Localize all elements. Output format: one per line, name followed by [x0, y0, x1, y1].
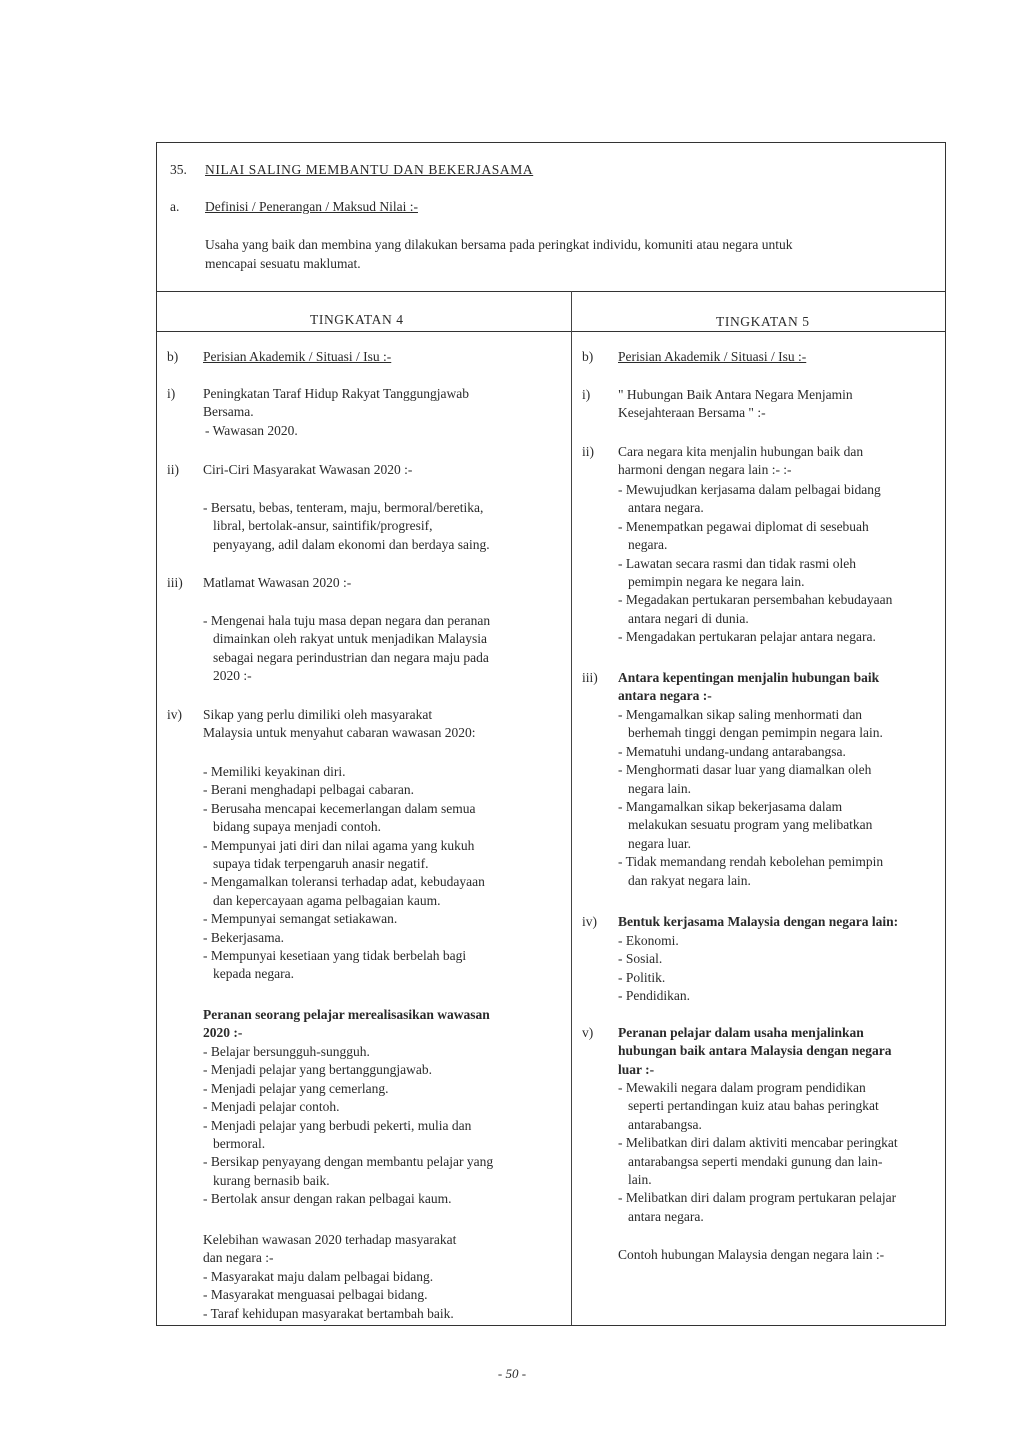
item-title: hubungan baik antara Malaysia dengan negara [618, 1043, 892, 1059]
item-title: antara negara :- [618, 688, 712, 704]
item-text: sebagai negara perindustrian dan negara maju pada [213, 649, 489, 665]
item-text: - Mengadakan pertukaran pelajar antara negara. [618, 629, 876, 645]
item-text: - Mengamalkan sikap saling menhormati dan [618, 707, 863, 722]
item-text: - Mempunyai jati diri dan nilai agama yang kukuh [203, 837, 475, 853]
item-label: iii) [167, 575, 183, 590]
item-title: Kelebihan wawasan 2020 terhadap masyarakat [203, 1232, 457, 1247]
definition-label: a. [170, 199, 180, 214]
item-text: supaya tidak terpengaruh anasir negatif. [213, 856, 429, 871]
right-column-heading: TINGKATAN 5 [716, 314, 810, 329]
item-title: Bentuk kerjasama Malaysia dengan negara lain: [618, 914, 899, 929]
item-text: - Mematuhi undang-undang antarabangsa. [618, 743, 846, 759]
item-text: kurang bernasib baik. [213, 1172, 330, 1188]
item-label: iii) [582, 670, 598, 685]
item-label: v) [582, 1025, 594, 1040]
item-text: - Menjadi pelajar yang cemerlang. [203, 1080, 389, 1096]
item-text: - Belajar bersungguh-sungguh. [203, 1044, 370, 1059]
item-text: negara luar. [628, 835, 691, 851]
item-text: dan kepercayaan agama pelbagaian kaum. [213, 892, 441, 908]
item-text: dimainkan oleh rakyat untuk menjadikan Malaysia [213, 631, 488, 647]
section-number: 35. [170, 162, 187, 177]
item-label: iv) [167, 707, 182, 722]
item-title: Matlamat Wawasan 2020 :- [203, 575, 352, 590]
item-label: i) [167, 386, 176, 401]
item-text: - Menghormati dasar luar yang diamalkan oleh [618, 762, 872, 778]
item-text: - Mewakili negara dalam program pendidikan [618, 1080, 866, 1095]
item-text: antara negara. [628, 1208, 704, 1224]
item-text: kepada negara. [213, 966, 294, 982]
item-text: berhemah tinggi dengan pemimpin negara lain. [628, 725, 883, 741]
item-text: - Taraf kehidupan masyarakat bertambah baik. [203, 1305, 454, 1321]
item-text: - Menjadi pelajar yang bertanggungjawab. [203, 1062, 433, 1078]
item-title: Ciri-Ciri Masyarakat Wawasan 2020 :- [203, 462, 413, 477]
item-text: - Lawatan secara rasmi dan tidak rasmi oleh [618, 555, 857, 571]
item-text: bidang supaya menjadi contoh. [213, 819, 381, 835]
item-text: Contoh hubungan Malaysia dengan negara lain :- [618, 1247, 885, 1262]
item-text: - Megadakan pertukaran persembahan kebudayaan [618, 592, 893, 608]
item-text: 2020 :- [213, 668, 252, 684]
subsection-title: Perisian Akademik / Situasi / Isu :- [203, 349, 392, 364]
item-title: Sikap yang perlu dimiliki oleh masyarakat [203, 707, 433, 722]
item-text: dan rakyat negara lain. [628, 872, 751, 888]
item-text: - Bersatu, bebas, tenteram, maju, bermoral/beretika, [203, 500, 484, 515]
page-number: - 50 - [497, 1366, 527, 1381]
item-text: - Mengamalkan toleransi terhadap adat, kebudayaan [203, 874, 485, 890]
left-column-heading: TINGKATAN 4 [310, 312, 404, 327]
subsection-title: Perisian Akademik / Situasi / Isu :- [618, 349, 807, 364]
item-title: Peranan pelajar dalam usaha menjalinkan [618, 1025, 864, 1040]
item-text: libral, bertolak-ansur, saintifik/progresif, [213, 518, 433, 534]
item-text: bermoral. [213, 1136, 266, 1151]
item-text: - Mewujudkan kerjasama dalam pelbagai bidang [618, 482, 881, 497]
definition-text: Usaha yang baik dan membina yang dilakukan bersama pada peringkat individu, komuniti atau negara untuk [205, 237, 793, 252]
item-title: Antara kepentingan menjalin hubungan baik [618, 670, 880, 685]
item-text: - Memiliki keyakinan diri. [203, 764, 346, 779]
item-text: - Melibatkan diri dalam aktiviti mencabar peringkat [618, 1135, 898, 1151]
item-text: - Menjadi pelajar yang berbudi pekerti, mulia dan [203, 1117, 472, 1133]
definition-text: mencapai sesuatu maklumat. [205, 256, 361, 271]
item-title: dan negara :- [203, 1250, 274, 1266]
item-text: seperti pertandingan kuiz atau bahas peringkat [628, 1098, 879, 1114]
item-text: antara negari di dunia. [628, 610, 749, 626]
item-label: i) [582, 387, 591, 402]
item-text: melakukan sesuatu program yang melibatkan [628, 817, 873, 833]
item-text: - Menjadi pelajar contoh. [203, 1099, 340, 1115]
item-text: - Bersikap penyayang dengan membantu pelajar yang [203, 1154, 494, 1170]
item-text: - Tidak memandang rendah kebolehan pemimpin [618, 854, 884, 870]
definition-title: Definisi / Penerangan / Maksud Nilai :- [205, 199, 418, 214]
item-title: luar :- [618, 1061, 655, 1077]
item-text: - Ekonomi. [618, 933, 679, 948]
item-text: - Berani menghadapi pelbagai cabaran. [203, 782, 415, 798]
item-text: lain. [628, 1172, 652, 1187]
item-text: - Masyarakat maju dalam pelbagai bidang. [203, 1269, 434, 1284]
item-title: Cara negara kita menjalin hubungan baik dan [618, 444, 864, 459]
item-text: - Mangamalkan sikap bekerjasama dalam [618, 799, 843, 814]
section-title: NILAI SALING MEMBANTU DAN BEKERJASAMA [205, 162, 534, 177]
item-text: - Menempatkan pegawai diplomat di sesebuah [618, 518, 869, 534]
item-text: - Berusaha mencapai kecemerlangan dalam semua [203, 800, 476, 816]
item-text: - Pendidikan. [618, 988, 690, 1004]
item-text: negara. [628, 537, 668, 553]
item-text: - Mengenai hala tuju masa depan negara dan peranan [203, 613, 491, 628]
item-text: - Sosial. [618, 951, 663, 967]
item-title: Kesejahteraan Bersama " :- [618, 405, 766, 421]
item-text: - Masyarakat menguasai pelbagai bidang. [203, 1287, 428, 1303]
item-text: penyayang, adil dalam ekonomi dan berdaya saing. [213, 536, 490, 552]
divider-line [157, 291, 945, 292]
item-text: - Bertolak ansur dengan rakan pelbagai kaum. [203, 1191, 452, 1207]
item-title: " Hubungan Baik Antara Negara Menjamin [618, 387, 853, 402]
item-title: Peranan seorang pelajar merealisasikan wawasan [203, 1007, 490, 1022]
item-text: - Mempunyai semangat setiakawan. [203, 911, 398, 927]
item-text: - Mempunyai kesetiaan yang tidak berbelah bagi [203, 948, 467, 963]
item-label: ii) [167, 462, 179, 477]
item-title: Peningkatan Taraf Hidup Rakyat Tanggungjawab [203, 386, 470, 401]
item-title: Bersama. [203, 404, 254, 419]
item-text: - Wawasan 2020. [205, 423, 298, 438]
item-title: 2020 :- [203, 1025, 243, 1041]
column-divider [571, 291, 572, 1325]
item-label: ii) [582, 444, 594, 459]
item-text: - Bekerjasama. [203, 929, 284, 945]
divider-line [157, 331, 945, 332]
item-label: b) [582, 349, 594, 364]
item-title: Malaysia untuk menyahut cabaran wawasan 2020: [203, 725, 476, 741]
item-label: iv) [582, 914, 597, 929]
item-text: pemimpin negara ke negara lain. [628, 574, 805, 589]
item-text: antarabangsa. [628, 1116, 702, 1132]
item-label: b) [167, 349, 179, 364]
item-text: negara lain. [628, 780, 691, 796]
item-text: antarabangsa seperti mendaki gunung dan lain- [628, 1153, 883, 1169]
item-text: antara negara. [628, 500, 704, 516]
item-text: - Politik. [618, 969, 666, 985]
item-text: - Melibatkan diri dalam program pertukaran pelajar [618, 1190, 897, 1206]
item-title: harmoni dengan negara lain :- :- [618, 462, 792, 478]
